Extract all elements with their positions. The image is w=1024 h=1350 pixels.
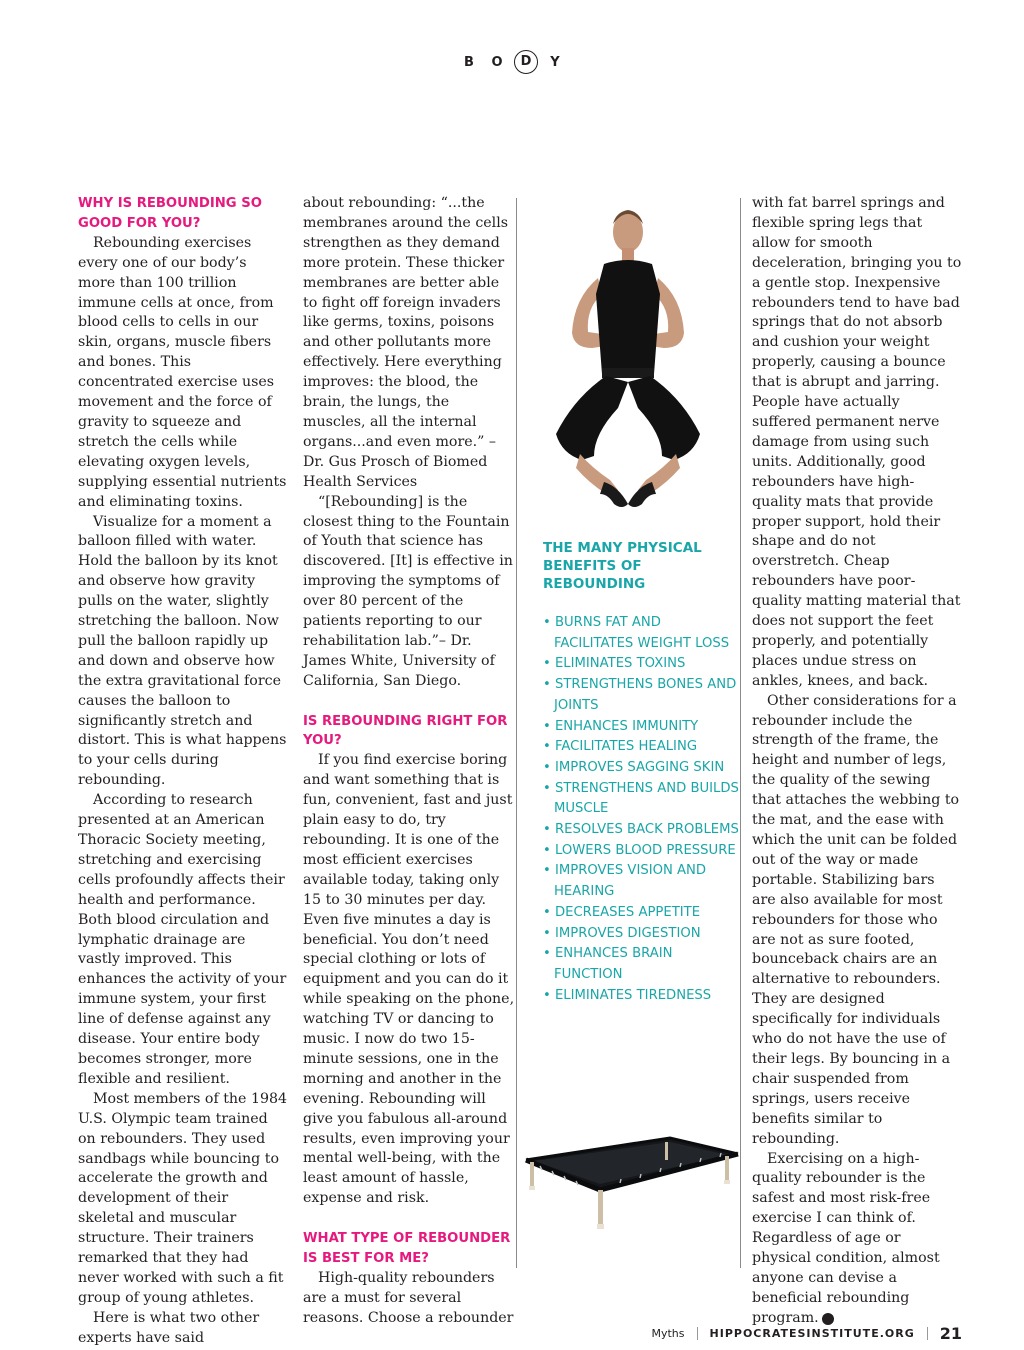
list-item: • BURNS FAT AND FACILITATES WEIGHT LOSS: [543, 615, 730, 651]
rebounder-photo: [520, 1130, 742, 1240]
paragraph: “[Rebounding] is the closest thing to the Fountain of Youth that science has discovered. [It] is effective in improving the symptoms of over 80 percent of the patients reporting to our rehabilitation lab.”– Dr. James White, University of California, San Diego.: [303, 493, 513, 689]
list-item: • STRENGTHENS BONES AND JOINTS: [543, 677, 737, 713]
section-heading: WHAT TYPE OF REBOUNDER IS BEST FOR ME?: [303, 1231, 511, 1266]
list-item: • ELIMINATES TIREDNESS: [543, 987, 712, 1003]
paragraph: about rebounding: “...the membranes around the cells strengthen as they demand more protein. These thicker membranes are better able to fight off foreign invaders like germs, toxins, poisons and other pollutants more effectively. Here everything improves: the blood, the brain, the lungs, the muscles, all the internal organs...and even more.” –Dr. Gus Prosch of Biomed Health Services: [303, 195, 509, 490]
article-column-4: [752, 194, 962, 1329]
paragraph: Other considerations for a rebounder include the strength of the frame, the height and number of legs, the quality of the sewing that attaches the webbing to the mat, and the ease with which the unit can be folded out of the way or made portable. Stabilizing bars are also available for most rebounders for those who are not as sure footed, bounceback chairs are an alternative to rebounders. They are designed specifically for individuals who do not have the use of their legs. By bouncing in a chair suspended from springs, users receive benefits similar to rebounding.: [752, 692, 960, 1147]
list-item: • ENHANCES IMMUNITY: [543, 718, 699, 734]
paragraph: Rebounding exercises every one of our body’s more than 100 trillion immune cells at once, from blood cells to cells in our skin, organs, muscle fibers and bones. This concentrated exercise uses movement and the force of gravity to squeeze and stretch the cells while elevating oxygen levels, supplying essential nutrients and eliminating toxins.: [78, 234, 287, 510]
list-item: • IMPROVES SAGGING SKIN: [543, 759, 725, 775]
footer-divider: [697, 1327, 698, 1340]
list-item: • FACILITATES HEALING: [543, 739, 698, 755]
section-heading: WHY IS REBOUNDING SO GOOD FOR YOU?: [78, 196, 262, 231]
list-item: • RESOLVES BACK PROBLEMS: [543, 822, 739, 838]
sidebar-title: THE MANY PHYSICAL BENEFITS OF REBOUNDING: [543, 540, 702, 592]
list-item: • DECREASES APPETITE: [543, 904, 701, 920]
paragraph: Most members of the 1984 U.S. Olympic team trained on rebounders. They used sandbags while bouncing to accelerate the growth and development of their skeletal and muscular structure. Their trainers remarked that they had never worked with such a fit group of young athletes.: [78, 1090, 288, 1306]
paragraph-text: Exercising on a high-quality rebounder is the safest and most risk-free exercise I can think of. Regardless of age or physical condition, almost anyone can devise a beneficial rebounding program.: [752, 1150, 940, 1326]
list-item: • ELIMINATES TOXINS: [543, 656, 686, 672]
list-item: • STRENGTHENS AND BUILDS MUSCLE: [543, 780, 739, 817]
section-heading: IS REBOUNDING RIGHT FOR YOU?: [303, 713, 508, 749]
benefits-list: [543, 613, 743, 1006]
list-item: • LOWERS BLOOD PRESSURE: [543, 842, 736, 858]
list-item: • ENHANCES BRAIN FUNCTION: [543, 946, 673, 982]
end-mark-icon: H: [822, 1313, 834, 1325]
paragraph: According to research presented at an American Thoracic Society meeting, stretching and exercising cells profoundly affects their health and performance. Both blood circulation and lymphatic drainage are vastly improved. This enhances the activity of your immune system, your first line of defense against any disease. Your entire body becomes stronger, more flexible and resilient.: [78, 792, 287, 1087]
list-item: • IMPROVES DIGESTION: [543, 925, 701, 941]
article-column-1: [78, 194, 288, 1349]
footer-divider: [927, 1327, 928, 1340]
paragraph: If you find exercise boring and want something that is fun, convenient, fast and just plain easy to do, try rebounding. It is one of the most efficient exercises available today, taking only 15 to 30 minutes per day. Even five minutes a day is beneficial. You don’t need special clothing or lots of equipment and you can do it while speaking on the phone, watching TV or dancing to music. I now do two 15-minute sessions, one in the morning and another in the evening. Rebounding will give you fabulous all-around results, even improving your mental well-being, with the least amount of hassle, expense and risk.: [303, 752, 515, 1207]
paragraph: Here is what two other experts have said: [78, 1309, 260, 1346]
column-divider: [516, 198, 517, 1268]
footer-site: HIPPOCRATESINSTITUTE.ORG: [709, 1327, 915, 1340]
paragraph: Visualize for a moment a balloon filled with water. Hold the balloon by its knot and observe how gravity pulls on the water, slightly stretching the balloon. Now pull the balloon rapidly up and down and observe how the extra gravitational force causes the balloon to significantly stretch and distort. This is what happens to your cells during rebounding.: [78, 513, 287, 789]
section-header: [0, 50, 1024, 74]
page-footer: [651, 1324, 962, 1343]
article-column-2: [303, 194, 515, 1329]
paragraph: with fat barrel springs and flexible spring legs that allow for smooth deceleration, bringing you to a gentle stop. Inexpensive rebounders tend to have bad springs that do not absorb and cushion your weight properly, causing a bounce that is abrupt and jarring. People have actually suffered permanent nerve damage from using such units. Additionally, good rebounders have high-quality mats that provide proper support, hold their shape and do not overstretch. Cheap rebounders have poor-quality matting material that does not support the feet properly, and potentially places undue stress on ankles, knees, and back.: [752, 195, 962, 689]
header-letter-b: B: [464, 54, 474, 70]
header-letter-y: Y: [550, 54, 560, 70]
paragraph: High-quality rebounders are a must for several reasons. Choose a rebounder: [303, 1269, 514, 1326]
header-letter-o: O: [491, 54, 503, 70]
header-letter-d-circled: D: [514, 50, 538, 74]
paragraph: [752, 1150, 962, 1329]
footer-section: Myths: [651, 1327, 685, 1340]
jumping-man-photo: [522, 198, 734, 516]
page-number: 21: [939, 1324, 962, 1343]
list-item: • IMPROVES VISION AND HEARING: [543, 863, 707, 900]
